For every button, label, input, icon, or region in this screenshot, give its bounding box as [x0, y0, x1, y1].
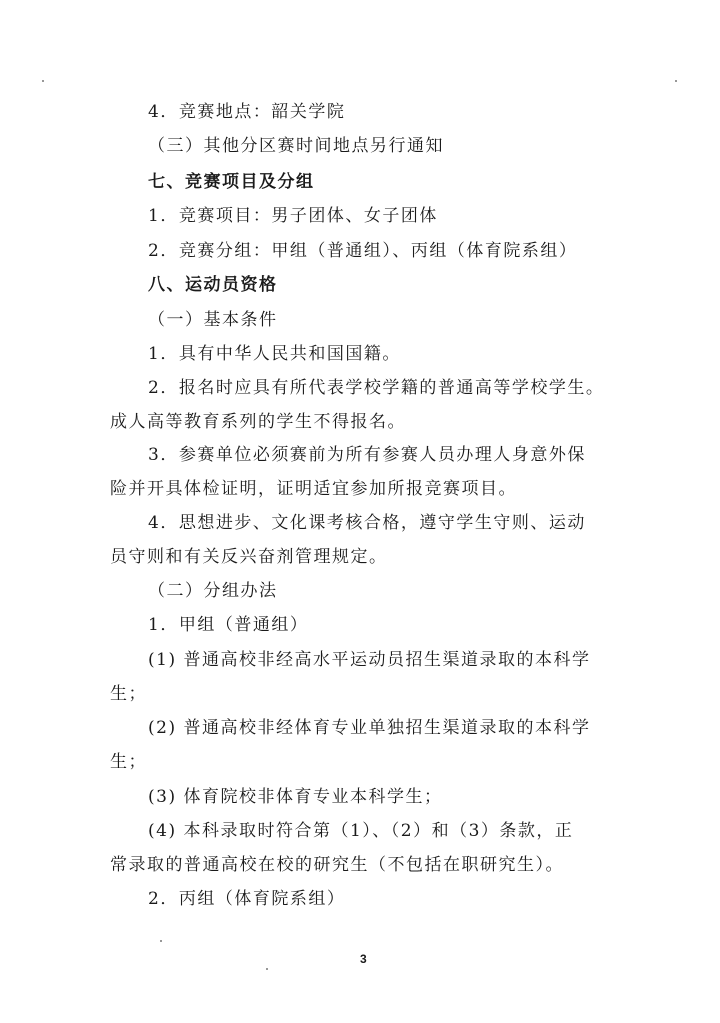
- scan-speck: [266, 968, 268, 970]
- condition-1: 1．具有中华人民共和国国籍。: [148, 344, 401, 364]
- group-a-item-2: (2) 普通高校非经体育专业单独招生渠道录取的本科学: [148, 718, 591, 738]
- group-a-item-2-cont: 生；: [110, 752, 147, 772]
- section-heading-eligibility: 八、运动员资格: [148, 275, 278, 295]
- group-a-item-4: (4) 本科录取时符合第（1）、（2）和（3）条款，正: [148, 821, 574, 841]
- events-line: 1．竞赛项目：男子团体、女子团体: [148, 206, 438, 226]
- grouping-heading: （二）分组办法: [148, 581, 278, 601]
- basic-conditions-heading: （一）基本条件: [148, 310, 278, 330]
- condition-2-cont: 成人高等教育系列的学生不得报名。: [110, 412, 406, 432]
- group-a-item-3: (3) 体育院校非体育专业本科学生；: [148, 787, 443, 807]
- scan-speck: [42, 80, 44, 82]
- group-a-item-1: (1) 普通高校非经高水平运动员招生渠道录取的本科学: [148, 650, 591, 670]
- scan-speck: [160, 940, 162, 942]
- condition-3: 3．参赛单位必须赛前为所有参赛人员办理人身意外保: [148, 445, 586, 465]
- group-a-item-4-cont: 常录取的普通高校在校的研究生（不包括在职研究生）。: [110, 855, 564, 875]
- group-a-item-1-cont: 生；: [110, 684, 147, 704]
- groups-line: 2．竞赛分组：甲组（普通组）、丙组（体育院系组）: [148, 241, 578, 261]
- condition-2: 2．报名时应具有所代表学校学籍的普通高等学校学生。: [148, 378, 605, 398]
- condition-3-cont: 险并开具体检证明，证明适宜参加所报竞赛项目。: [110, 479, 517, 499]
- page-number: 3: [360, 952, 367, 966]
- group-a-heading: 1．甲组（普通组）: [148, 615, 309, 635]
- venue-line: 4．竞赛地点：韶关学院: [148, 102, 346, 122]
- condition-4: 4．思想进步、文化课考核合格，遵守学生守则、运动: [148, 513, 586, 533]
- other-regions-notice: （三）其他分区赛时间地点另行通知: [148, 136, 444, 156]
- section-heading-events: 七、竞赛项目及分组: [148, 172, 315, 192]
- group-c-heading: 2．丙组（体育院系组）: [148, 889, 346, 909]
- scan-speck: [675, 80, 677, 82]
- condition-4-cont: 员守则和有关反兴奋剂管理规定。: [110, 547, 388, 567]
